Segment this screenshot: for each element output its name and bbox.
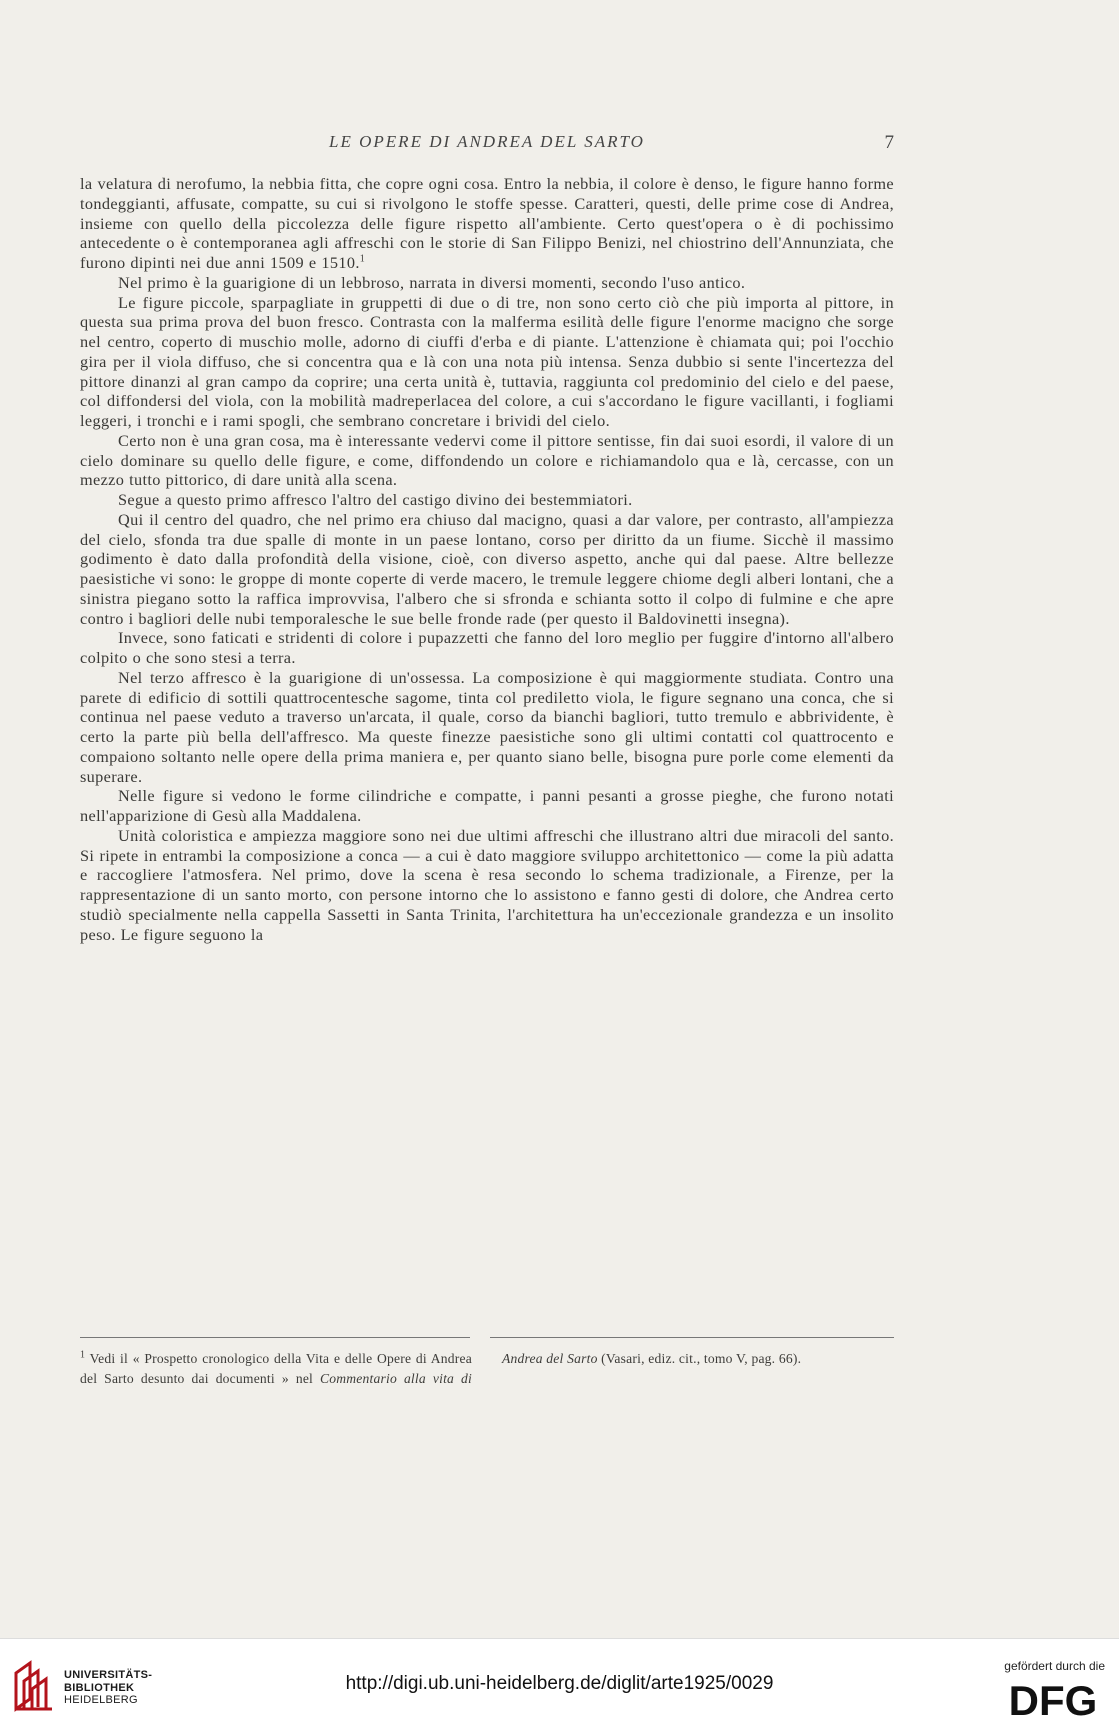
paragraph: Nel primo è la guarigione di un lebbroso, narrata in diversi momenti, secondo l'uso antico. [118,272,746,292]
paragraph: Segue a questo primo affresco l'altro del castigo divino dei bestemmiatori. [118,490,633,509]
footnote-rule [490,1337,894,1338]
paragraph: la velatura di nerofumo, la nebbia fitta, che copre ogni cosa. Entro la nebbia, il colore è denso, le figure hanno forme tondeggianti, affusate, compatte, su cui si rivolgono le stoffe spesse. Caratteri, questi, delle prime cose di Andrea, insieme con quello della piccolezza delle figure rispetto all'ambiente. Certo quest'opera o è di pochissimo antecedente o è contemporanea agli affreschi con le storie di San Filippo Benizi, nel chiostrino dell'Annunziata, che furono dipinti nei due anni 1509 e 1510.$^1$ [80,174,894,272]
paragraph: Certo non è una gran cosa, ma è interessante vedervi come il pittore sentisse, fin dai suoi esordi, il valore di un cielo dominare su quello delle figure, e come, diffondendo un colore e richiamandolo qua e là, cercasse, con un mezzo tutto pittorico, di dare unità alla scena. [80,430,894,490]
viewer-footer [0,1638,1119,1732]
footnote-title: Commentario alla vita di Andrea del Sarto [320,1351,598,1386]
library-name: UNIVERSITÄTS- BIBLIOTHEK HEIDELBERG [64,1669,153,1706]
paragraph: Unità coloristica e ampiezza maggiore sono nei due ultimi affreschi che illustrano altri due miracoli del santo. Si ripete in entrambi la composizione a conca — a cui è dato maggiore sviluppo architettonico — come la più adatta e raccogliere l'atmosfera. Nel primo, dove la scena è resa secondo lo schema tradizionale, a Firenze, per la rappresentazione di un santo morto, con persone intorno che lo assistono e fanno gesti di dolore, che Andrea certo studiò specialmente nella cappella Sassetti in Santa Trinita, l'architettura ha un'eccezionale grandezza e un insolito peso. Le figure seguono la [80,825,894,944]
paragraph: Invece, sono faticati e stridenti di colore i pupazzetti che fanno del loro meglio per fuggire d'intorno all'albero colpito o che sono stesi a terra. [80,628,894,667]
paragraph: Le figure piccole, sparpagliate in gruppetti di due o di tre, non sono certo ciò che più importa al pittore, in questa sua prima prova del buon fresco. Contrasta con la malferma esilità delle figure l'enorme macigno che sorge nel centro, coperto di muschio molle, adorno di ciuffi d'erba e di piante. L'attenzione è chiamata qui; poi l'occhio gira per il viola diffuso, che si concentra qua e là con una nota più intensa. Senza dubbio si sente l'incertezza del pittore dinanzi al gran campo da coprire; una certa unità è, tuttavia, raggiunta col predominio del cielo e del paese, col diffondersi del viola, con la mobilità madreperlacea del colore, a cui s'accordano le figure vacillanti, i fogliami leggeri, i tronchi e i rami spogli, che sembrano concretare i brividi del cielo. [80,292,894,430]
running-title: LE OPERE DI ANDREA DEL SARTO [329,132,645,151]
footnote-rule [80,1337,470,1338]
body-text [80,174,894,944]
paragraph: Qui il centro del quadro, che nel primo era chiuso dal macigno, quasi a dar valore, per contrasto, all'ampiezza del cielo, sfonda tra due spalle di monte in un paese lontano, corso per diritto da un fiume. Sicchè il massimo godimento è dato dalla profondità della visione, cioè, con diverso aspetto, anche qui dal paese. Altre bellezze paesistiche vi sono: le groppe di monte coperte di verde macero, le tremule leggere chiome degli alberi lontani, che a sinistra piegano sotto la raffica improvvisa, l'albero che si sfronda e schianta sotto il colpo di fulmine e che apre contro i bagliori delle nubi temporalesche le sue belle fronde rade (per questo il Baldovinetti insegna). [80,509,894,628]
footnote-text: $^1$ Vedi il « Prospetto cronologico della Vita e delle Opere di Andrea del Sarto desunto dai documenti » nel Commentario alla vita di Andrea del Sarto (Vasari, ediz. cit., tomo V, pag. 66). [80,1349,802,1386]
dfg-logo-icon[interactable] [1001,1679,1105,1719]
dfg-logo-text: DFG [1008,1679,1098,1719]
document-url-link[interactable]: http://digi.ub.uni-heidelberg.de/diglit/arte1925/0029 [345,1673,774,1694]
sponsor-caption: gefördert durch die [1004,1659,1105,1673]
paragraph: Nelle figure si vedono le forme cilindriche e compatte, i panni pesanti a grosse pieghe, che furono notati nell'apparizione di Gesù alla Maddalena. [80,786,894,825]
footnote [80,1349,894,1389]
footnote-ref[interactable]: 1 [359,253,366,265]
page-number: 7 [884,132,894,153]
footnote-marker: 1 [80,1349,86,1361]
page-header [80,132,894,158]
paragraph: Nel terzo affresco è la guarigione di un'ossessa. La composizione è qui maggiormente studiata. Contro una parete di edificio di sottili quattrocentesche sagome, tinta col prediletto viola, le figure segnano una conca, che si continua nel paese veduto a traverso un'arcata, il quale, corso da bianchi bagliori, tutto tremulo e abbrividente, è certo la parte più bella dell'affresco. Ma queste finezze paesistiche sono gli ultimi contatti col quattrocento e compaiono soltanto nelle opere della prima maniera e, per quanto siano belle, bisogna pure porle come elementi da superare. [80,667,894,786]
